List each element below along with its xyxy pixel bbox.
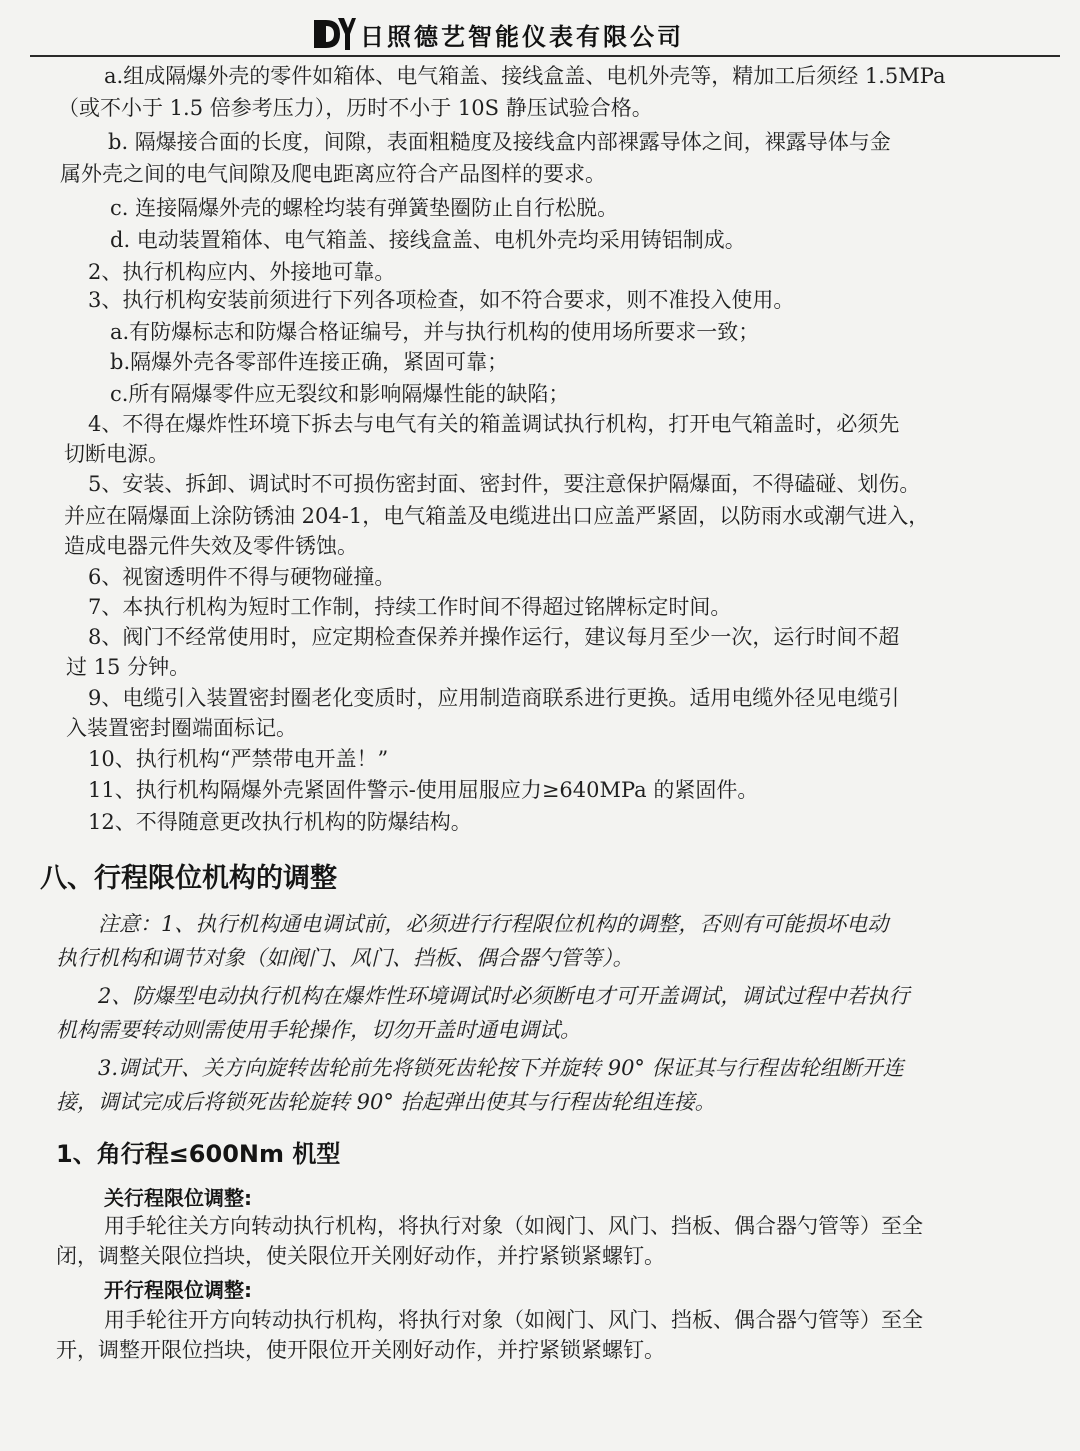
item-3a: a.有防爆标志和防爆合格证编号，并与执行机构的使用场所要求一致； (110, 320, 760, 344)
company-name: 日照德艺智能仪表有限公司 (360, 22, 684, 51)
item-6: 6、视窗透明件不得与硬物碰撞。 (88, 565, 396, 589)
item-2: 2、执行机构应内、外接地可靠。 (88, 260, 396, 284)
note-2-line-1: 2、防爆型电动执行机构在爆炸性环境调试时必须断电才可开盖调试，调试过程中若执行 (98, 984, 910, 1008)
item-8-line-1: 8、阀门不经常使用时，应定期检查保养并操作运行，建议每月至少一次，运行时间不超 (88, 625, 900, 649)
item-3b: b.隔爆外壳各零部件连接正确，紧固可靠； (110, 350, 509, 374)
item-7: 7、本执行机构为短时工作制，持续工作时间不得超过铭牌标定时间。 (88, 595, 732, 619)
item-5-line-3: 造成电器元件失效及零件锈蚀。 (64, 534, 358, 558)
close-limit-line-1: 用手轮往关方向转动执行机构，将执行对象（如阀门、风门、挡板、偶合器勺管等）至全 (104, 1214, 923, 1238)
item-3c: c.所有隔爆零件应无裂纹和影响隔爆性能的缺陷； (110, 382, 570, 406)
paragraph-d: d. 电动装置箱体、电气箱盖、接线盒盖、电机外壳均采用铸铝制成。 (110, 228, 746, 252)
note-1-line-1: 注意：1、执行机构通电调试前，必须进行行程限位机构的调整，否则有可能损坏电动 (98, 912, 889, 936)
item-12: 12、不得随意更改执行机构的防爆结构。 (88, 810, 472, 834)
note-2-line-2: 机构需要转动则需使用手轮操作，切勿开盖时通电调试。 (56, 1018, 581, 1042)
header-divider (30, 55, 1060, 57)
note-1-line-2: 执行机构和调节对象（如阀门、风门、挡板、偶合器勺管等）。 (56, 946, 634, 970)
open-limit-label: 开行程限位调整: (104, 1278, 252, 1302)
item-3: 3、执行机构安装前须进行下列各项检查，如不符合要求，则不准投入使用。 (88, 288, 795, 312)
paragraph-b-line-2: 属外壳之间的电气间隙及爬电距离应符合产品图样的要求。 (60, 162, 606, 186)
item-9-line-1: 9、电缆引入装置密封圈老化变质时，应用制造商联系进行更换。适用电缆外径见电缆引 (88, 686, 900, 710)
company-logo-icon (312, 14, 356, 54)
item-5-line-2: 并应在隔爆面上涂防锈油 204-1，电气箱盖及电缆进出口应盖严紧固，以防雨水或潮气进入， (64, 504, 930, 528)
close-limit-line-2: 闭，调整关限位挡块，使关限位开关刚好动作，并拧紧锁紧螺钉。 (56, 1244, 665, 1268)
item-4-line-2: 切断电源。 (64, 442, 169, 466)
open-limit-line-1: 用手轮往开方向转动执行机构，将执行对象（如阀门、风门、挡板、偶合器勺管等）至全 (104, 1308, 923, 1332)
note-3-line-1: 3.调试开、关方向旋转齿轮前先将锁死齿轮按下并旋转 90° 保证其与行程齿轮组断开连 (98, 1056, 904, 1080)
close-limit-label: 关行程限位调整: (104, 1186, 252, 1210)
paragraph-b-line-1: b. 隔爆接合面的长度，间隙，表面粗糙度及接线盒内部裸露导体之间，裸露导体与金 (108, 130, 891, 154)
page-header (312, 14, 692, 54)
item-11: 11、执行机构隔爆外壳紧固件警示-使用屈服应力≥640MPa 的紧固件。 (88, 778, 759, 802)
subsection-1-title: 1、角行程≤600Nm 机型 (56, 1140, 341, 1168)
paragraph-a-line-2: （或不小于 1.5 倍参考压力），历时不小于 10S 静压试验合格。 (58, 96, 653, 120)
open-limit-line-2: 开，调整开限位挡块，使开限位开关刚好动作，并拧紧锁紧螺钉。 (56, 1338, 665, 1362)
item-8-line-2: 过 15 分钟。 (66, 655, 191, 679)
note-3-line-2: 接，调试完成后将锁死齿轮旋转 90° 抬起弹出使其与行程齿轮组连接。 (56, 1090, 716, 1114)
item-4-line-1: 4、不得在爆炸性环境下拆去与电气有关的箱盖调试执行机构，打开电气箱盖时，必须先 (88, 412, 900, 436)
item-5-line-1: 5、安装、拆卸、调试时不可损伤密封面、密封件，要注意保护隔爆面，不得磕碰、划伤。 (88, 472, 921, 496)
item-9-line-2: 入装置密封圈端面标记。 (66, 716, 297, 740)
paragraph-c: c. 连接隔爆外壳的螺栓均装有弹簧垫圈防止自行松脱。 (110, 196, 619, 220)
section-8-title: 八、行程限位机构的调整 (40, 863, 337, 894)
item-10: 10、执行机构“严禁带电开盖！” (88, 747, 389, 771)
paragraph-a-line-1: a.组成隔爆外壳的零件如箱体、电气箱盖、接线盒盖、电机外壳等，精加工后须经 1.5MPa (104, 64, 946, 88)
